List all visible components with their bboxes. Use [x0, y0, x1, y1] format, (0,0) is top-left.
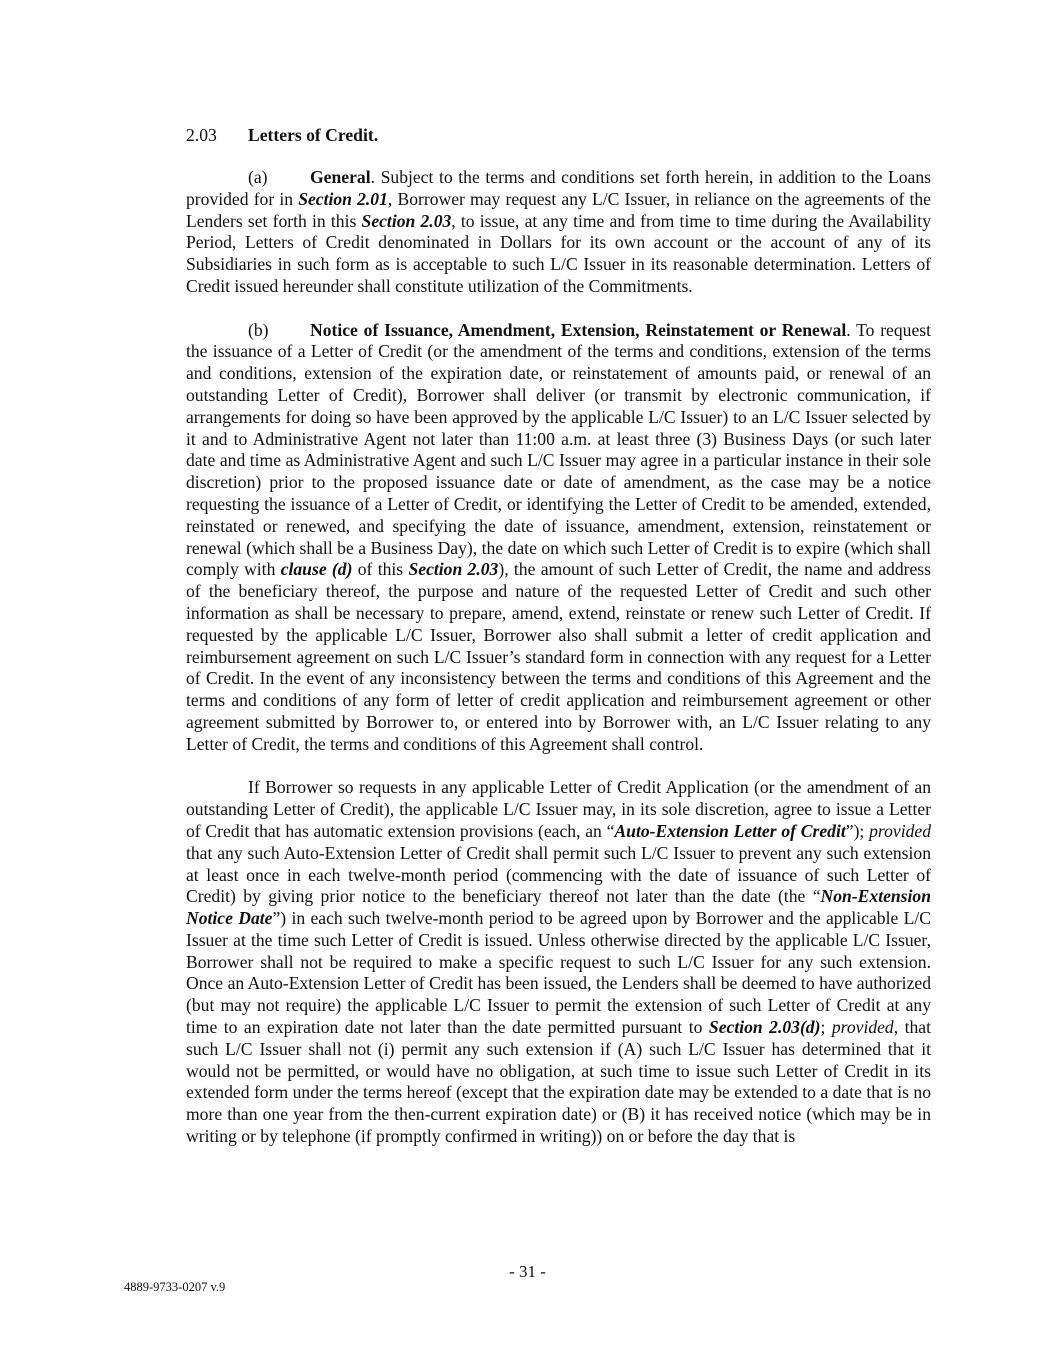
body-text: If Borrower so requests in any applicable Letter of Credit Application (or the amendment of an outstanding Letter of Credit), the applicable L/C Issuer may, in its sole discretion, agree to issue a Letter of Credit that has automatic extension provisions (each, an “ [186, 777, 931, 841]
cross-reference: Section 2.03(d) [708, 1017, 821, 1038]
section-heading [186, 124, 931, 146]
paragraph-label: (a) [248, 167, 268, 187]
body-text: . To request the issuance of a Letter of Credit (or the amendment of the terms and conditions, extension of the terms and conditions, extension of the expiration date, or reinstatement of amounts paid, or renewal of an outstanding Letter of Credit), Borrower shall deliver (or transmit by electronic communication, if arrangements for doing so have been approved by the applicable L/C Issuer) to an L/C Issuer selected by it and to Administrative Agent not later than 11:00 a.m. at least three (3) Business Days (or such later date and time as Administrative Agent and such L/C Issuer may agree in a particular instance in their sole discretion) prior to the proposed issuance date or date of amendment, as the case may be a notice requesting the issuance of a Letter of Credit, or identifying the Letter of Credit to be amended, extended, reinstated or renewed, and specifying the date of issuance, amendment, extension, reinstatement or renewal (which shall be a Business Day), the date on which such Letter of Credit is to expire (which shall comply with [186, 319, 932, 580]
emphasis-text: provided [831, 1017, 894, 1038]
cross-reference: Section 2.01 [298, 188, 388, 209]
body-text: , that such L/C Issuer shall not (i) permit any such extension if (A) such L/C Issuer has determined that it would not be permitted, or would have no obligation, at such time to issue such Letter of Credit in its extended form under the terms hereof (except that the expiration date may be extended to a date that is no more than one year from the then-current expiration date) or (B) it has received notice (which may be in writing or by telephone (if promptly confirmed in writing)) on or before the day that is [186, 1017, 931, 1147]
body-text: that any such Auto-Extension Letter of Credit shall permit such L/C Issuer to prevent any such extension at least once in each twelve-month period (commencing with the date of issuance of such Letter of Credit) by giving prior notice to the beneficiary thereof not later than the date (the “ [186, 842, 931, 907]
body-text: ; [820, 1017, 832, 1038]
body-text: . Subject to the terms and conditions set forth herein, in addition to the Loans provided for in [186, 167, 931, 209]
emphasis-text: provided [869, 820, 931, 841]
cross-reference: Section 2.03 [408, 559, 499, 580]
cross-reference: Auto-Extension Letter of Credit [614, 820, 846, 841]
body-text: ), the amount of such Letter of Credit, the name and address of the beneficiary thereof, the purpose and nature of the requested Letter of Credit and such other information as shall be necessary to prepare, amend, extend, reinstate or renew such Letter of Credit. If requested by the applicable L/C Issuer, Borrower also shall submit a letter of credit application and reimbursement agreement on such L/C Issuer’s standard form in connection with any request for a Letter of Credit. In the event of any inconsistency between the terms and conditions of this Agreement and the terms and conditions of any form of letter of credit application and reimbursement agreement or other agreement submitted by Borrower to, or entered into by Borrower with, an L/C Issuer relating to any Letter of Credit, the terms and conditions of this Agreement shall control. [186, 559, 931, 754]
paragraph-heading: General [310, 167, 371, 187]
cross-reference: Section 2.03 [361, 210, 452, 231]
body-text: of this [352, 559, 409, 580]
paragraph-heading: Notice of Issuance, Amendment, Extension, Reinstatement or Renewal [310, 319, 847, 340]
body-text: ”) in each such twelve-month period to be agreed upon by Borrower and the applicable L/C Issuer at the time such Letter of Credit is issued. Unless otherwise directed by the applicable L/C Issuer, Borrower shall not be required to make a specific request to such L/C Issuer for any such extension. Once an Auto-Extension Letter of Credit has been issued, the Lenders shall be deemed to have authorized (but may not require) the applicable L/C Issuer to permit the extension of such Letter of Credit at any time to an expiration date not later than the date permitted pursuant to [186, 908, 932, 1038]
body-text: ”); [845, 820, 870, 841]
body-text: , to issue, at any time and from time to time during the Availability Period, Letters of Credit denominated in Dollars for its own account or the account of any of its Subsidiaries in such form as is acceptable to such L/C Issuer in its reasonable determination. Letters of Credit issued hereunder shall constitute utilization of the Commitments. [186, 210, 931, 296]
cross-reference: Non-Extension Notice Date [186, 886, 931, 929]
section-number: 2.03 [186, 125, 217, 145]
paragraph [186, 167, 931, 298]
paragraph-label: (b) [248, 319, 269, 340]
paragraph [186, 320, 931, 756]
cross-reference: clause (d) [280, 559, 353, 580]
document-body [186, 124, 931, 1170]
page-number: - 31 - [509, 1262, 546, 1281]
paragraph [186, 777, 931, 1148]
section-title: Letters of Credit. [248, 125, 379, 145]
body-text: , Borrower may request any L/C Issuer, in reliance on the agreements of the Lenders set forth in this [186, 188, 931, 231]
paragraphs [186, 167, 931, 1148]
document-id: 4889-9733-0207 v.9 [124, 1280, 226, 1294]
